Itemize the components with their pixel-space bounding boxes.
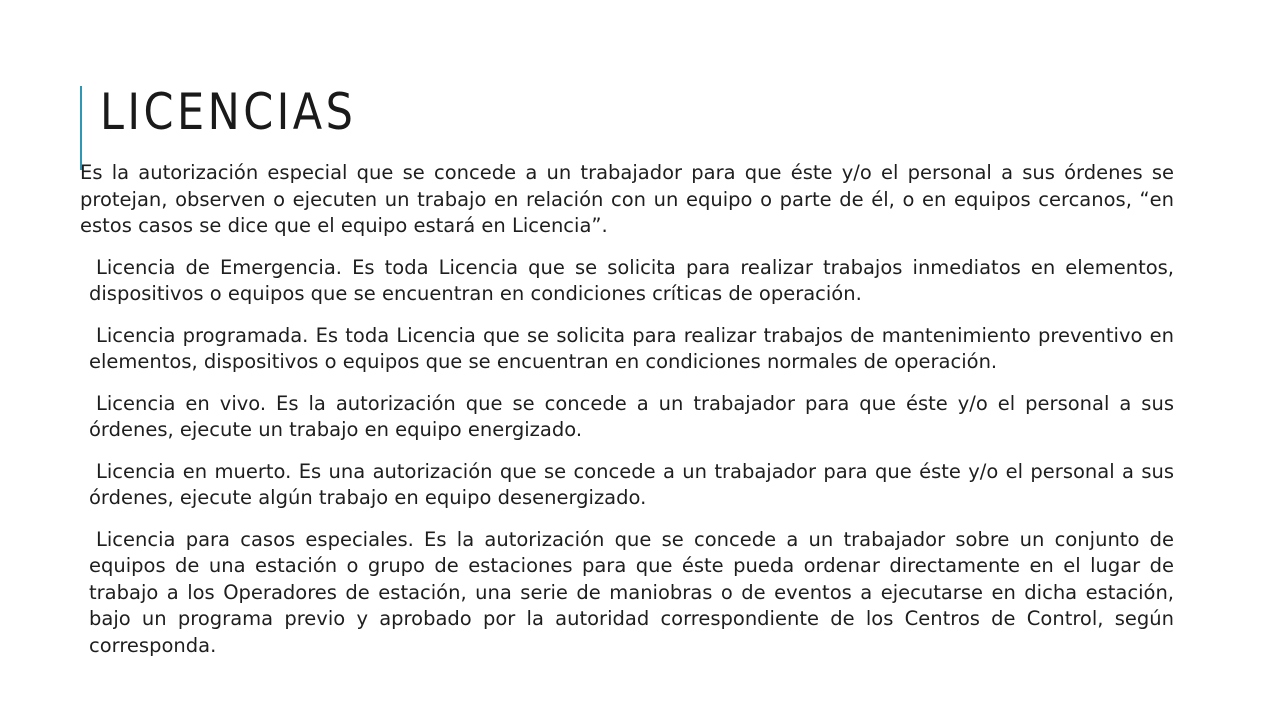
title-accent-bar xyxy=(80,86,82,170)
paragraph-licencia-emergencia: Licencia de Emergencia. Es toda Licencia que se solicita para realizar trabajos inmediatos en elementos, dispositivos o equipos que se encuentran en condiciones críticas de operación. xyxy=(89,255,1174,305)
paragraph-licencia-en-vivo: Licencia en vivo. Es la autorización que se concede a un trabajador para que éste y/o el personal a sus órdenes, ejecute un trabajo en equipo energizado. xyxy=(89,391,1174,441)
intro-paragraph: Es la autorización especial que se concede a un trabajador para que éste y/o el personal a sus órdenes se protejan, observen o ejecuten un trabajo en relación con un equipo o parte de él, o en equipos cercanos, “en estos casos se dice que el equipo estará en Licencia”. xyxy=(80,161,1174,237)
paragraph-licencia-casos-especiales: Licencia para casos especiales. Es la autorización que se concede a un trabajador sobre un conjunto de equipos de una estación o grupo de estaciones para que éste pueda ordenar directamente en el lugar de trabajo a los Operadores de estación, una serie de maniobras o de eventos a ejecutarse en dicha estación, bajo un programa previo y aprobado por la autoridad correspondiente de los Centros de Control, según corresponda. xyxy=(89,527,1174,657)
paragraph-licencia-en-muerto: Licencia en muerto. Es una autorización que se concede a un trabajador para que éste y/o el personal a sus órdenes, ejecute algún trabajo en equipo desenergizado. xyxy=(89,459,1174,509)
paragraph-licencia-programada: Licencia programada. Es toda Licencia que se solicita para realizar trabajos de mantenimiento preventivo en elementos, dispositivos o equipos que se encuentran en condiciones normales de operación. xyxy=(89,323,1174,373)
slide-title: LICENCIAS xyxy=(100,83,357,141)
slide-body xyxy=(80,160,1174,659)
